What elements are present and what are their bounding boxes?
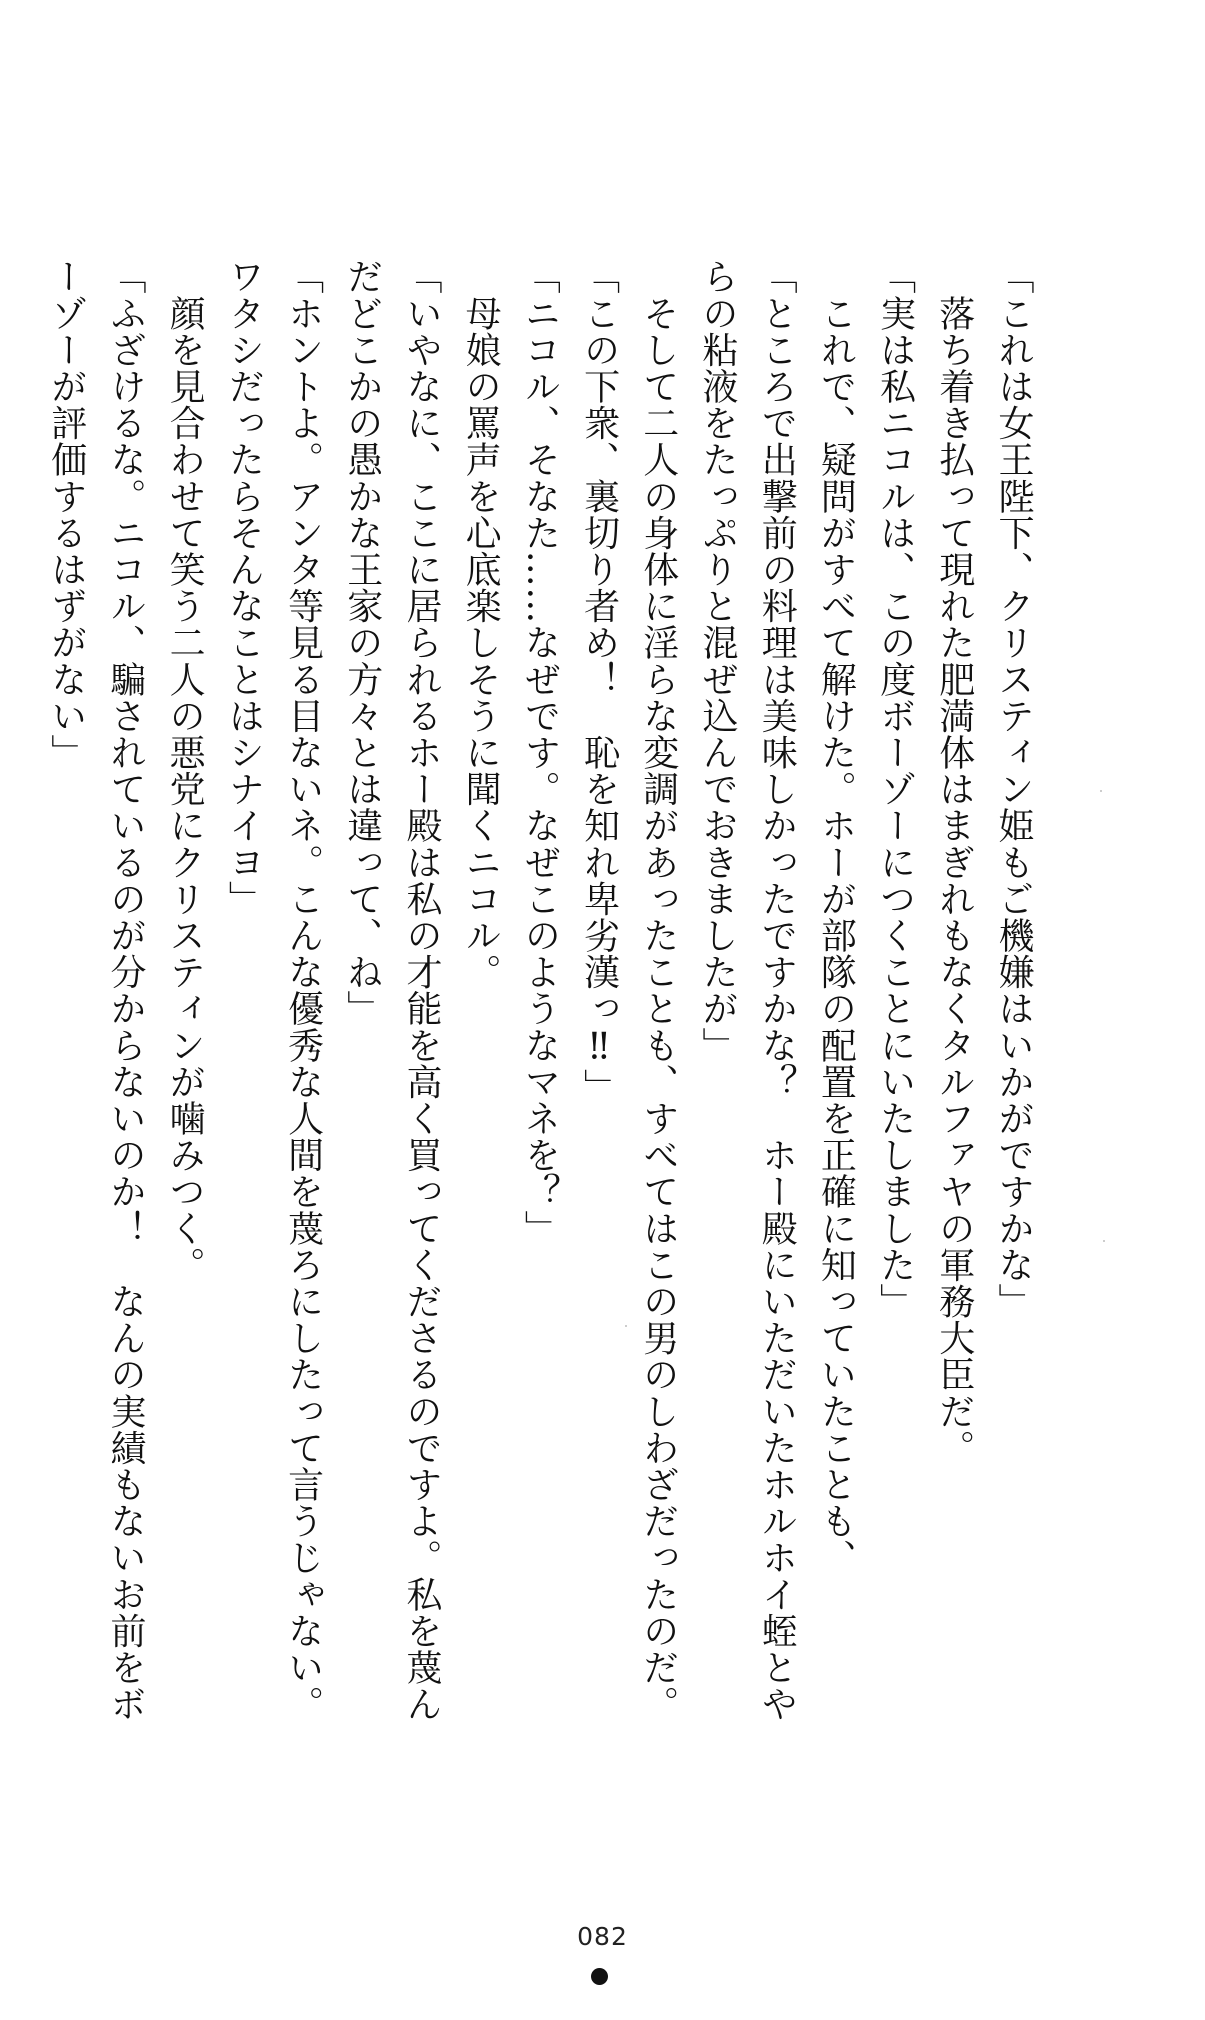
text-line: 「ふざけるな。ニコル、騙されているのが分からないのか！ なんの実績もないお前をボ — [104, 258, 146, 1722]
text-line: 顔を見合わせて笑う二人の悪党にクリスティンが噛みつく。 — [164, 258, 206, 1283]
text-line: ーゾーが評価するはずがない」 — [45, 258, 87, 771]
text-line: 「実は私ニコルは、この度ボーゾーにつくことにいたしました」 — [874, 258, 916, 1320]
text-line: だどこかの愚かな王家の方々とは違って、ね」 — [341, 258, 383, 1027]
paper-speck — [1100, 790, 1102, 792]
text-line: 「いやなに、ここに居られるホー殿は私の才能を高く買ってくださるのですよ。私を蔑ん — [400, 258, 442, 1722]
text-line: 「この下衆、裏切り者め！ 恥を知れ卑劣漢っ‼」 — [578, 258, 620, 1105]
text-line: 「ニコル、そなた……なぜです。なぜこのようなマネを？」 — [519, 258, 561, 1247]
text-line: 「ホントよ。アンタ等見る目ないネ。こんな優秀な人間を蔑ろにしたって言うじゃない。 — [282, 258, 324, 1722]
text-line: 落ち着き払って現れた肥満体はまぎれもなくタルファヤの軍務大臣だ。 — [933, 258, 975, 1466]
paper-speck — [1103, 1240, 1105, 1242]
text-line: そして二人の身体に淫らな変調があったことも、すべてはこの男のしわざだったのだ。 — [637, 258, 679, 1722]
page-number: 082 — [577, 1922, 628, 1951]
text-line: 母娘の罵声を心底楽しそうに聞くニコル。 — [460, 258, 502, 990]
body-text — [45, 258, 1043, 1818]
text-line: 「ところで出撃前の料理は美味しかったですかな？ ホー殿にいただいたホルホイ蛭とや — [756, 258, 798, 1722]
text-line: ワタシだったらそんなことはシナイヨ」 — [223, 258, 265, 917]
page-marker-dot — [591, 1968, 608, 1985]
text-line: これで、疑問がすべて解けた。ホーが部隊の配置を正確に知っていたことも、 — [815, 258, 857, 1576]
paper-speck — [625, 1325, 627, 1327]
text-line: 「これは女王陛下、クリスティン姫もご機嫌はいかがですかな」 — [993, 258, 1034, 1320]
text-line: らの粘液をたっぷりと混ぜ込んでおきましたが」 — [696, 258, 738, 1064]
